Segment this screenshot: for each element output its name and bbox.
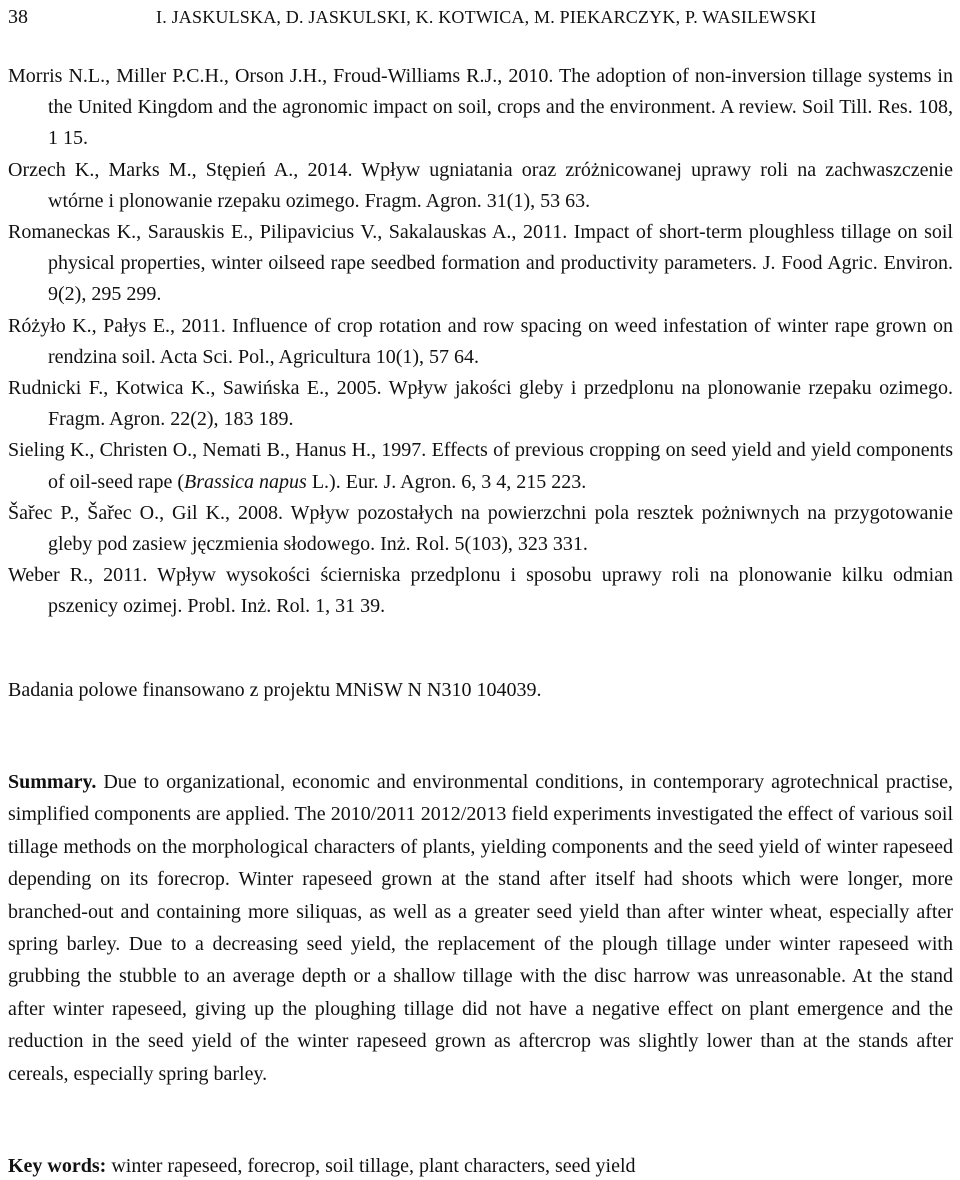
summary-paragraph [8, 766, 953, 1090]
keywords-line [8, 1152, 953, 1180]
summary-text: Due to organizational, economic and environmental conditions, in contemporary agrotechnical practise, simplified components are applied. The 2010/2011 2012/2013 field experiments investigated the effect of various soil tillage methods on the morphological characters of plants, yielding components and the seed yield of winter rapeseed depending on its forecrop. Winter rapeseed grown at the stand after itself had shoots which were longer, more branched-out and containing more siliquas, as well as a greater seed yield than after winter wheat, especially after spring barley. Due to a decreasing seed yield, the replacement of the plough tillage under winter rapeseed with grubbing the stubble to an average depth or a shallow tillage with the disc harrow was unreasonable. At the stand after winter rapeseed, giving up the ploughing tillage did not have a negative effect on plant emergence and the reduction in the seed yield of the winter rapeseed grown as aftercrop was slightly lower than at the stands after cereals, especially spring barley. [8, 771, 953, 1085]
reference-romaneckas-2011: Romaneckas K., Sarauskis E., Pilipavicius V., Sakalauskas A., 2011. Impact of short-term ploughless tillage on soil physical properties, winter oilseed rape seedbed formation and productivity parameters. J. Food Agric. Environ. 9(2), 295 299. [8, 221, 953, 306]
funding-note: Badania polowe finansowano z projektu MNiSW N N310 104039. [8, 679, 542, 701]
reference-sieling-species-name: Brassica napus [184, 470, 307, 493]
running-head-authors: I. JASKULSKA, D. JASKULSKI, K. KOTWICA, M. PIEKARCZYK, P. WASILEWSKI [156, 7, 817, 27]
page-number: 38 [8, 6, 28, 28]
reference-sieling-1997 [8, 435, 953, 497]
reference-list [8, 61, 953, 623]
reference-weber-2011: Weber R., 2011. Wpływ wysokości ścierniska przedplonu i sposobu uprawy roli na plonowanie kilku odmian pszenicy ozimej. Probl. Inż. Rol. 1, 31 39. [8, 564, 953, 618]
reference-morris-2010: Morris N.L., Miller P.C.H., Orson J.H., Froud-Williams R.J., 2010. The adoption of non-inversion tillage systems in the United Kingdom and the agronomic impact on soil, crops and the environment. A review. Soil Till. Res. 108, 1 15. [8, 65, 953, 150]
page-header [8, 6, 952, 36]
reference-sarec-2008: Šařec P., Šařec O., Gil K., 2008. Wpływ pozostałych na powierzchni pola resztek pożniwnych na przygotowanie gleby pod zasiew jęczmienia słodowego. Inż. Rol. 5(103), 323 331. [8, 501, 953, 556]
summary-label: Summary. [8, 771, 97, 793]
reference-orzech-2014: Orzech K., Marks M., Stępień A., 2014. Wpływ ugniatania oraz zróżnicowanej uprawy roli na zachwaszczenie wtórne i plonowanie rzepaku ozimego. Fragm. Agron. 31(1), 53 63. [8, 158, 953, 212]
keywords-label: Key words: [8, 1155, 107, 1177]
reference-rozylo-2011: Różyło K., Pałys E., 2011. Influence of crop rotation and row spacing on weed infestation of winter rape grown on rendzina soil. Acta Sci. Pol., Agricultura 10(1), 57 64. [8, 314, 953, 368]
keywords-text: winter rapeseed, forecrop, soil tillage, plant characters, seed yield [106, 1155, 636, 1177]
reference-rudnicki-2005: Rudnicki F., Kotwica K., Sawińska E., 2005. Wpływ jakości gleby i przedplonu na plonowanie rzepaku ozimego. Fragm. Agron. 22(2), 183 189. [8, 377, 953, 431]
reference-sieling-text-before: Sieling K., Christen O., Nemati B., Hanus H., 1997. Effects of previous cropping on seed yield and yield components of oil-seed rape ( [8, 439, 953, 493]
reference-sieling-text-after: L.). Eur. J. Agron. 6, 3 4, 215 223. [306, 470, 587, 493]
